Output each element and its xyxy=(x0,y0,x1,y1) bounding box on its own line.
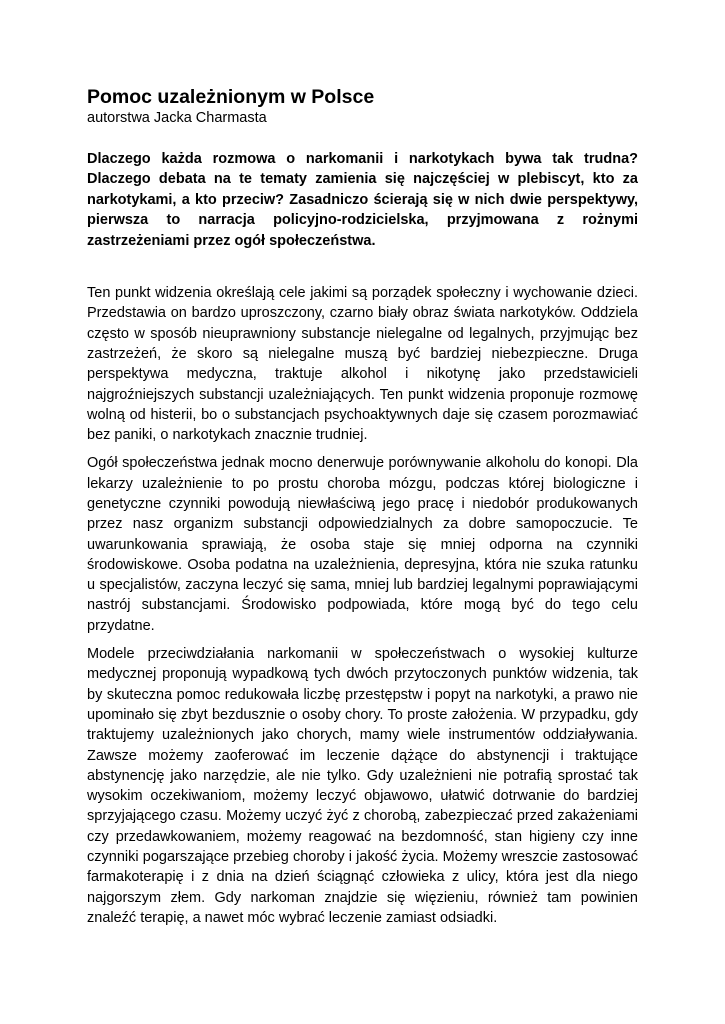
lead-paragraph: Dlaczego każda rozmowa o narkomanii i narkotykach bywa tak trudna? Dlaczego debata na te tematy zamienia się najczęściej w plebiscyt, kto za narkotykami, a kto przeciw? Zasadniczo ścierają się w nich dwie perspektywy, pierwsza to narracja policyjno-rodzicielska, przyjmowana z rożnymi zastrzeżeniami przez ogół społeczeństwa. xyxy=(87,151,638,249)
body-paragraph-1: Ten punkt widzenia określają cele jakimi są porządek społeczny i wychowanie dzieci. Przedstawia on bardzo uproszczony, czarno biały obraz świata narkotyków. Oddziela często w sposób nieuprawniony substancje nielegalne od legalnych, przyjmując bez zastrzeżeń, że skoro są nielegalne muszą być bardziej niebezpieczne. Druga perspektywa medyczna, traktuje alkohol i nikotynę jako przedstawicieli najgroźniejszych substancji uzależniających. Ten punkt widzenia proponuje rozmowę wolną od histerii, bo o substancjach psychoaktywnych daje się czasem porozmawiać bez paniki, o narkotykach znacznie trudniej. xyxy=(87,285,638,444)
article-body xyxy=(87,85,638,936)
author-byline: autorstwa Jacka Charmasta xyxy=(87,110,267,126)
body-paragraph-2: Ogół społeczeństwa jednak mocno denerwuje porównywanie alkoholu do konopi. Dla lekarzy uzależnienie to po prostu choroba mózgu, podczas której biologiczne i genetyczne czynniki powodują niewłaściwą jego pracę i niedobór produkowanych przez nasz organizm substancji odpowiedzialnych za dobre samopoczucie. Te uwarunkowania sprawiają, że osoba staje się mniej odporna na czynniki środowiskowe. Osoba podatna na uzależnienia, depresyjna, która nie szuka ratunku u specjalistów, zaczyna leczyć się sama, mniej lub bardziej legalnymi poprawiającymi nastrój substancjami. Środowisko podpowiada, które mogą być do tego celu przydatne. xyxy=(87,455,638,634)
page-title: Pomoc uzależnionym w Polsce xyxy=(87,86,375,108)
body-paragraph-3: Modele przeciwdziałania narkomanii w społeczeństwach o wysokiej kulturze medycznej proponują wypadkową tych dwóch przytoczonych punktów widzenia, tak by skuteczna pomoc redukowała liczbę przestępstw i popyt na narkotyki, a prawo nie upominało się zbyt bezdusznie o osoby chory. To proste założenia. W przypadku, gdy traktujemy uzależnionych jako chorych, mamy wiele instrumentów oddziaływania. Zawsze możemy zaoferować im leczenie dążące do abstynencji i traktujące abstynencję jako narzędzie, ale nie tylko. Gdy uzależnieni nie potrafią sprostać tak wysokim oczekiwaniom, możemy leczyć objawowo, ułatwić dotrwanie do bardziej sprzyjającego czasu. Możemy uczyć żyć z chorobą, zabezpieczać przed zakażeniami czy przedawkowaniem, możemy reagować na bezdomność, stan higieny czy inne czynniki pogarszające przebieg choroby i jakość życia. Możemy wreszcie zastosować farmakoterapię i z dnia na dzień ściągnąć człowieka z ulicy, która jest dla niego najgorszym złem. Gdy narkoman znajdzie się więzieniu, również tam powinien znaleźć terapię, a nawet móc wybrać leczenie zamiast odsiadki. xyxy=(87,646,638,926)
